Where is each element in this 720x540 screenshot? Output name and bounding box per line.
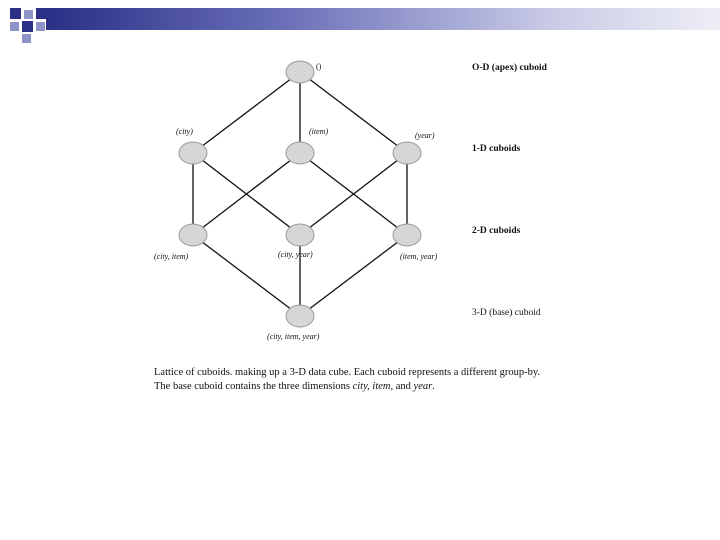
node-apex — [286, 61, 314, 83]
caption-and: and — [393, 381, 414, 392]
figure-caption — [154, 366, 604, 394]
node-item-year — [393, 224, 421, 246]
node-label-item-year: (item, year) — [400, 252, 438, 261]
edge — [193, 72, 300, 153]
node-city — [179, 142, 207, 164]
node-year — [393, 142, 421, 164]
level-label-2d: 2-D cuboids — [472, 226, 521, 236]
level-label-3d: 3-D (base) cuboid — [472, 308, 541, 318]
edge — [193, 235, 300, 316]
node-label-apex: () — [316, 62, 322, 71]
node-label-city: (city) — [176, 127, 193, 136]
caption-dim-year: year — [413, 381, 433, 392]
node-label-item: (item) — [309, 127, 329, 136]
node-label-year: (year) — [415, 131, 435, 140]
node-item — [286, 142, 314, 164]
node-base — [286, 305, 314, 327]
node-label-city-year: (city, year) — [278, 250, 313, 259]
caption-line-2-prefix: The base cuboid contains the three dimensions — [154, 381, 353, 392]
node-city-year — [286, 224, 314, 246]
caption-line-2 — [154, 380, 604, 394]
level-label-apex: O-D (apex) cuboid — [472, 63, 547, 73]
edge — [300, 235, 407, 316]
node-label-city-item: (city, item) — [154, 252, 189, 261]
caption-period: . — [432, 381, 435, 392]
node-label-base: (city, item, year) — [267, 332, 320, 341]
caption-dim-city-item: city, item, — [352, 381, 394, 392]
level-label-1d: 1-D cuboids — [472, 144, 521, 154]
node-city-item — [179, 224, 207, 246]
caption-line-1: Lattice of cuboids. making up a 3-D data cube. Each cuboid represents a different group-by. — [154, 367, 541, 378]
edge — [300, 72, 407, 153]
